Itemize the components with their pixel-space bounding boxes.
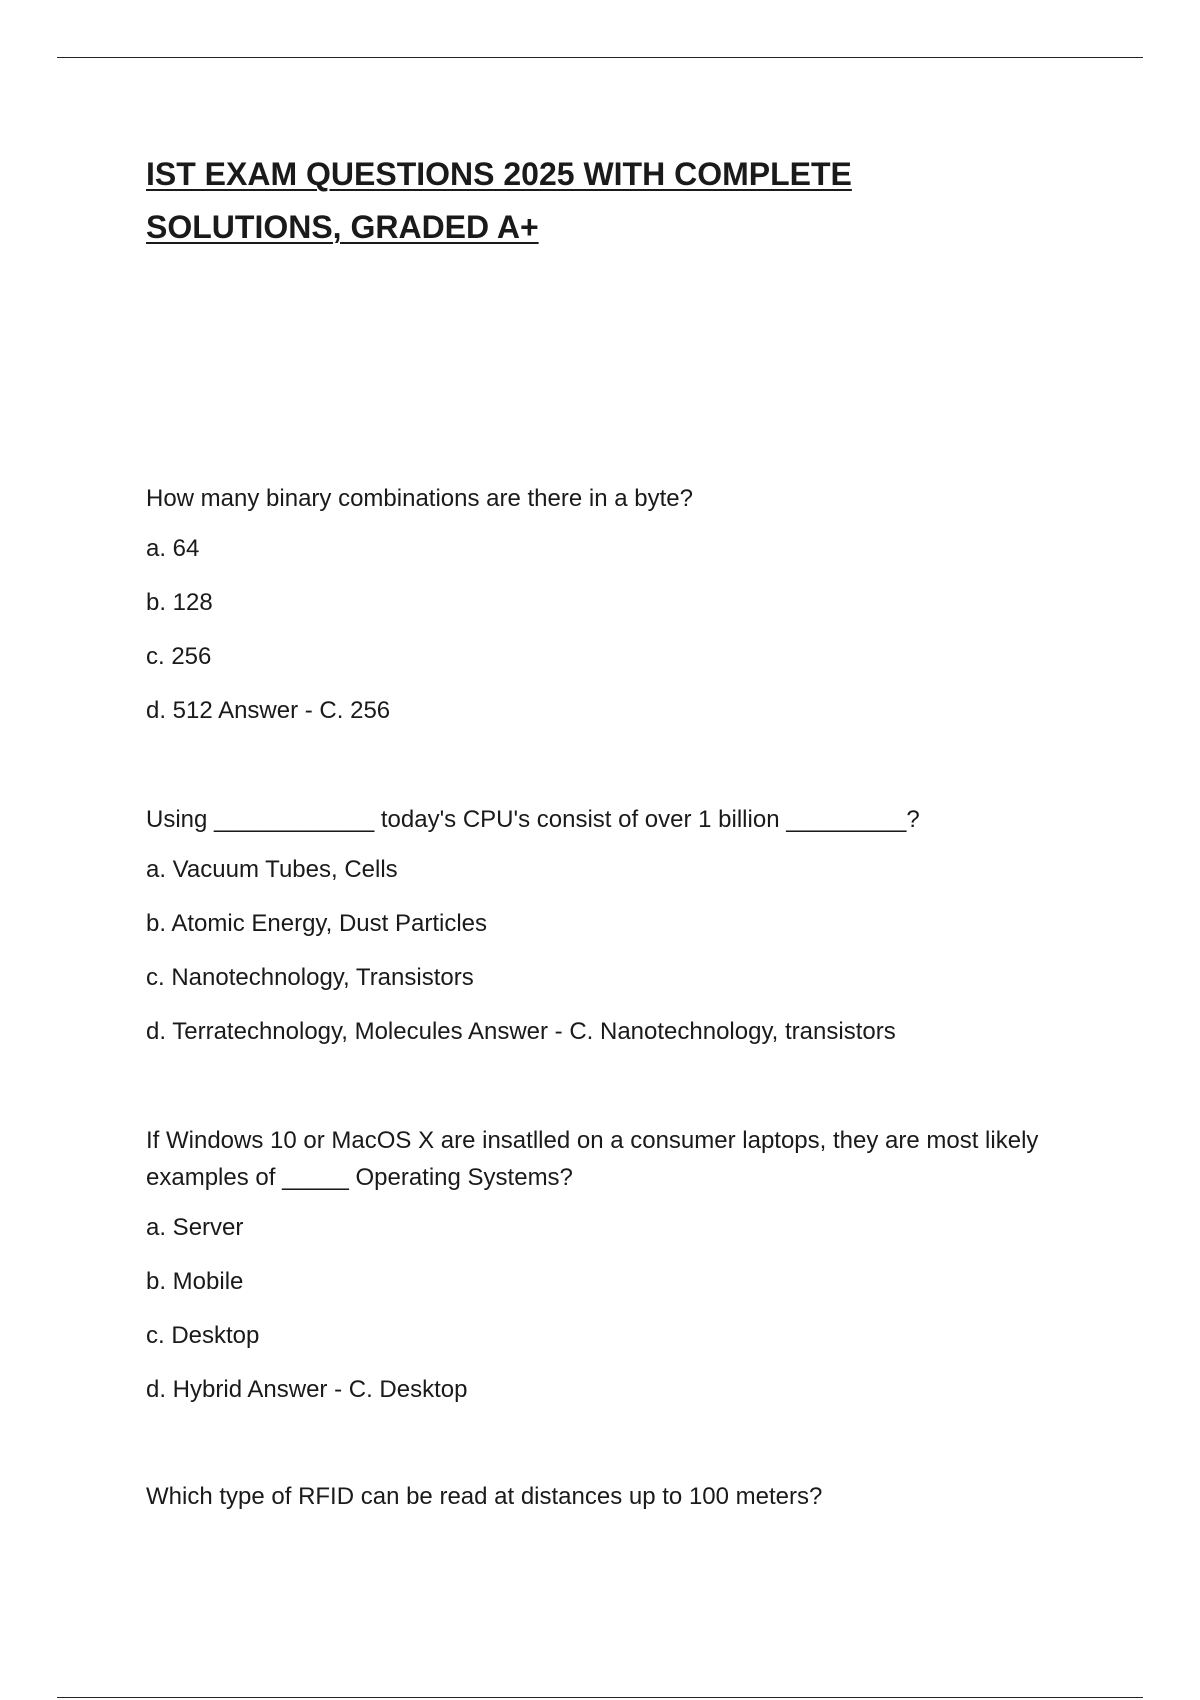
title-line-1: IST EXAM QUESTIONS 2025 WITH COMPLETE bbox=[146, 156, 852, 192]
question-text: If Windows 10 or MacOS X are insatlled on a consumer laptops, they are most likely examples of _____ Operating Systems? bbox=[146, 1127, 1039, 1191]
page-top-rule bbox=[57, 57, 1143, 58]
question-text: Which type of RFID can be read at distances up to 100 meters? bbox=[146, 1483, 823, 1510]
question-text: How many binary combinations are there in a byte? bbox=[146, 485, 693, 512]
answer-option-c: c. 256 bbox=[146, 643, 212, 670]
answer-option-a: a. 64 bbox=[146, 535, 200, 562]
document-title bbox=[146, 148, 966, 254]
answer-option-b: b. Atomic Energy, Dust Particles bbox=[146, 910, 488, 937]
answer-option-b: b. 128 bbox=[146, 589, 213, 616]
question-block-3 bbox=[146, 1122, 1076, 1403]
answer-option-d: d. 512 Answer - C. 256 bbox=[146, 697, 391, 724]
answer-option-a: a. Server bbox=[146, 1214, 244, 1241]
answer-option-b: b. Mobile bbox=[146, 1268, 244, 1295]
question-block-2 bbox=[146, 801, 1076, 1045]
question-block-4 bbox=[146, 1478, 1076, 1515]
title-line-2: SOLUTIONS, GRADED A+ bbox=[146, 209, 539, 245]
question-block-1 bbox=[146, 480, 1076, 724]
question-text: Using ____________ today's CPU's consist of over 1 billion _________? bbox=[146, 806, 920, 833]
answer-option-d: d. Hybrid Answer - C. Desktop bbox=[146, 1376, 468, 1403]
answer-option-c: c. Nanotechnology, Transistors bbox=[146, 964, 474, 991]
answer-option-d: d. Terratechnology, Molecules Answer - C. Nanotechnology, transistors bbox=[146, 1018, 896, 1045]
answer-option-a: a. Vacuum Tubes, Cells bbox=[146, 856, 398, 883]
answer-option-c: c. Desktop bbox=[146, 1322, 260, 1349]
page-bottom-rule bbox=[57, 1697, 1143, 1698]
